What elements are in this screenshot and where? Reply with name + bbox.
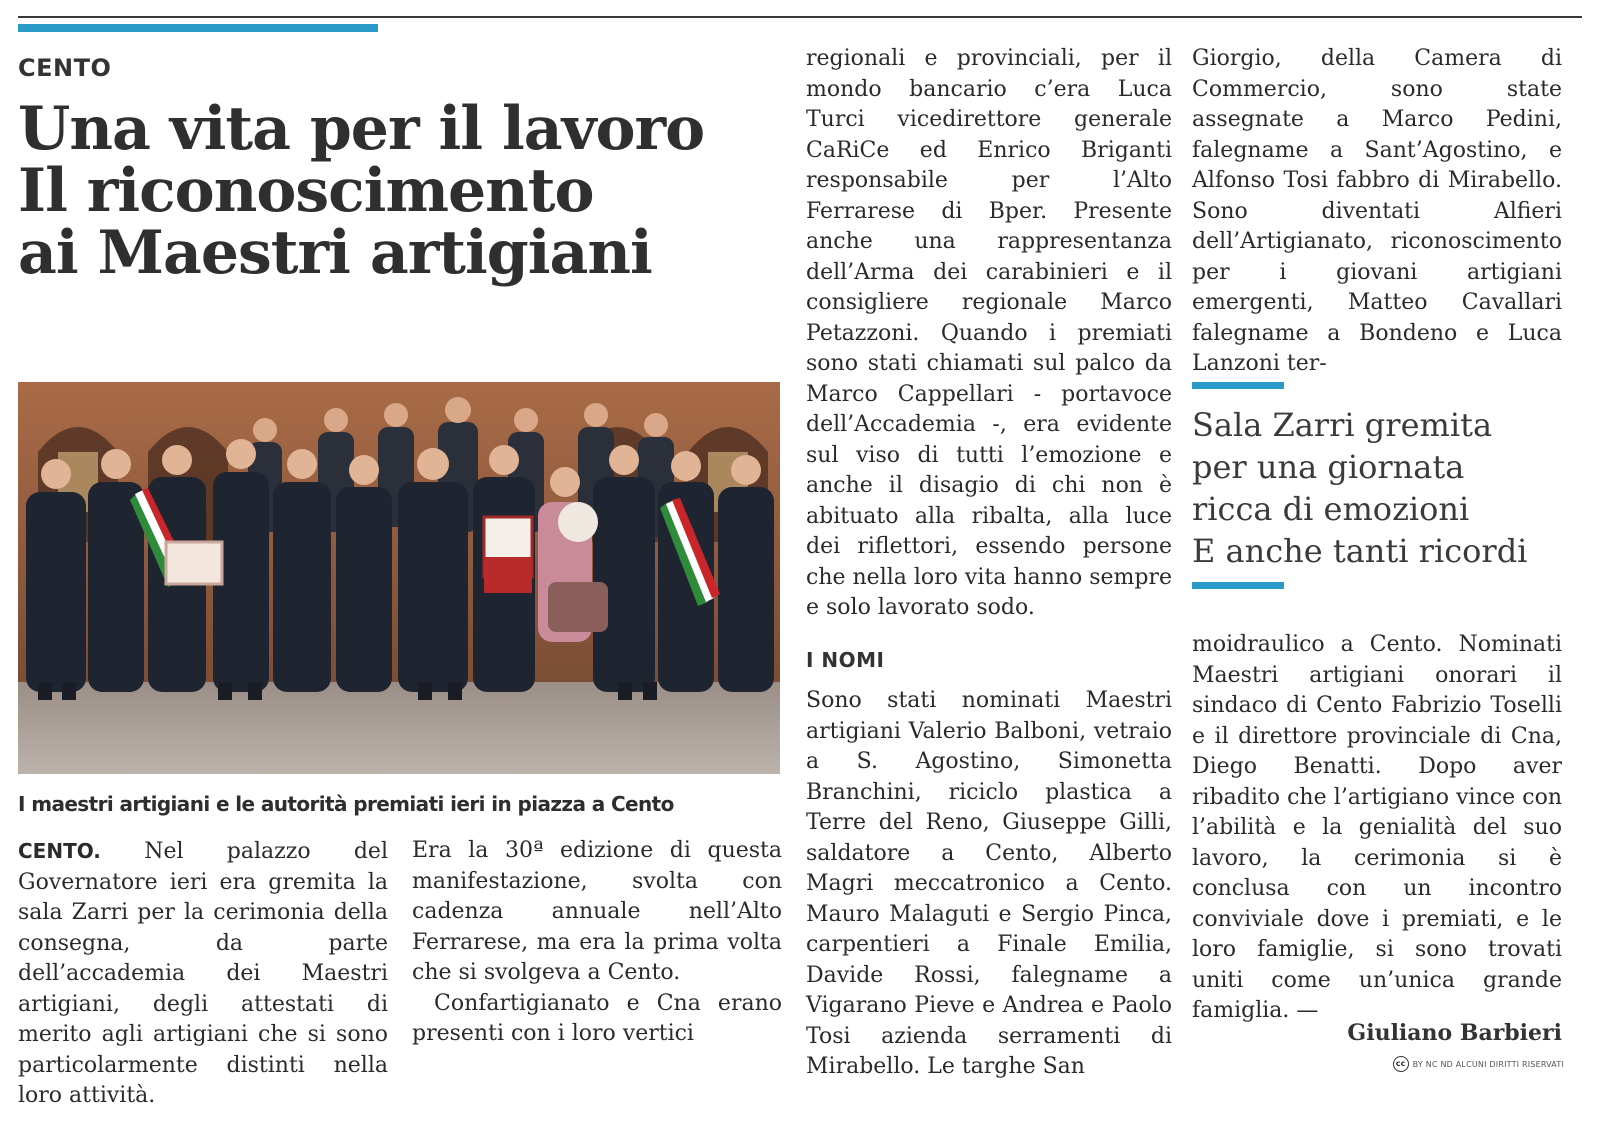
article-column-4-top [1192,44,1562,380]
byline: Giuliano Barbieri [1347,1020,1562,1046]
headline [18,94,778,288]
group-photo [18,382,780,774]
article-column-2 [412,836,782,1050]
article-col2-paragraph-1: Era la 30ª edizione di questa manifestazione, svolta con cadenza annuale nell’Alto Ferrarese, ma era la prima volta che si svolgeva a Cento. [412,838,782,985]
photo-caption: I maestri artigiani e le autorità premiati ieri in piazza a Cento [18,792,674,816]
subhead-i-nomi: I NOMI [806,648,885,672]
license-badge [1393,1056,1564,1072]
pullquote-line-1: Sala Zarri gremita [1192,406,1493,444]
license-text: BY NC ND ALCUNI DIRITTI RISERVATI [1412,1059,1564,1069]
cc-icon: cc [1393,1056,1409,1072]
pullquote-bar-top [1192,382,1284,389]
headline-line-1: Una vita per il lavoro [18,94,705,164]
pullquote [1192,404,1572,572]
lead-word: CENTO. [18,839,101,863]
pullquote-bar-bottom [1192,582,1284,589]
article-column-3-top [806,44,1172,624]
pullquote-line-2: per una giornata [1192,448,1465,486]
article-column-3-bottom [806,686,1172,1083]
section-label: CENTO [18,54,112,82]
accent-bar [18,24,378,32]
article-col4-top-text: Giorgio, della Camera di Commercio, sono state assegnate a Marco Pedini, falegname a Sant’Agostino, e Alfonso Tosi fabbro di Mirabello. Sono diventati Alfieri dell’Artigianato, riconoscimento per i giovani artigiani emergenti, Matteo Cavallari falegname a Bondeno e Luca Lanzoni ter- [1192,46,1562,376]
article-column-4-bottom [1192,630,1562,1027]
article-col3-bottom-text: Sono stati nominati Maestri artigiani Valerio Balboni, vetraio a S. Agostino, Simonetta Branchini, riciclo plastica a Terre del Reno, Giuseppe Gilli, saldatore a Cento, Alberto Magri meccatronico a Cento. Mauro Malaguti e Sergio Pinca, carpentieri a Finale Emilia, Davide Rossi, falegname a Vigarano Pieve e Andrea e Paolo Tosi azienda serramenti di Mirabello. Le targhe San [806,688,1172,1079]
headline-line-2: Il riconoscimento [18,156,594,226]
top-rule [18,16,1582,18]
article-column-1 [18,836,388,1112]
article-col4-bottom-text: moidraulico a Cento. Nominati Maestri artigiani onorari il sindaco di Cento Fabrizio Toselli e il direttore provinciale di Cna, Diego Benatti. Dopo aver ribadito che l’artigiano vince con l’abilità e la genialità del suo lavoro, la cerimonia si è conclusa con un incontro conviviale dove i premiati, e le loro famiglie, si sono trovati uniti come un’unica grande famiglia. — [1192,632,1562,1023]
pullquote-line-3: ricca di emozioni [1192,490,1470,528]
article-col1-text: Nel palazzo del Governatore ieri era gremita la sala Zarri per la cerimonia della consegna, da parte dell’accademia dei Maestri artigiani, degli attestati di merito agli artigiani che si sono particolarmente distinti nella loro attività. [18,839,388,1108]
article-col2-paragraph-2: Confartigianato e Cna erano presenti con i loro vertici [412,990,782,1046]
pullquote-line-4: E anche tanti ricordi [1192,532,1528,570]
headline-line-3: ai Maestri artigiani [18,218,652,288]
article-col3-top-text: regionali e provinciali, per il mondo bancario c’era Luca Turci vicedirettore generale CaRiCe ed Enrico Briganti responsabile per l’Alto Ferrarese di Bper. Presente anche una rappresentanza dell’Arma dei carabinieri e il consigliere regionale Marco Petazzoni. Quando i premiati sono stati chiamati sul palco da Marco Cappellari - portavoce dell’Accademia -, era evidente sul viso di tutti l’emozione e anche il disagio di chi non è abituato alla ribalta, alla luce dei riflettori, essendo persone che nella loro vita hanno sempre e solo lavorato sodo. [806,46,1172,620]
